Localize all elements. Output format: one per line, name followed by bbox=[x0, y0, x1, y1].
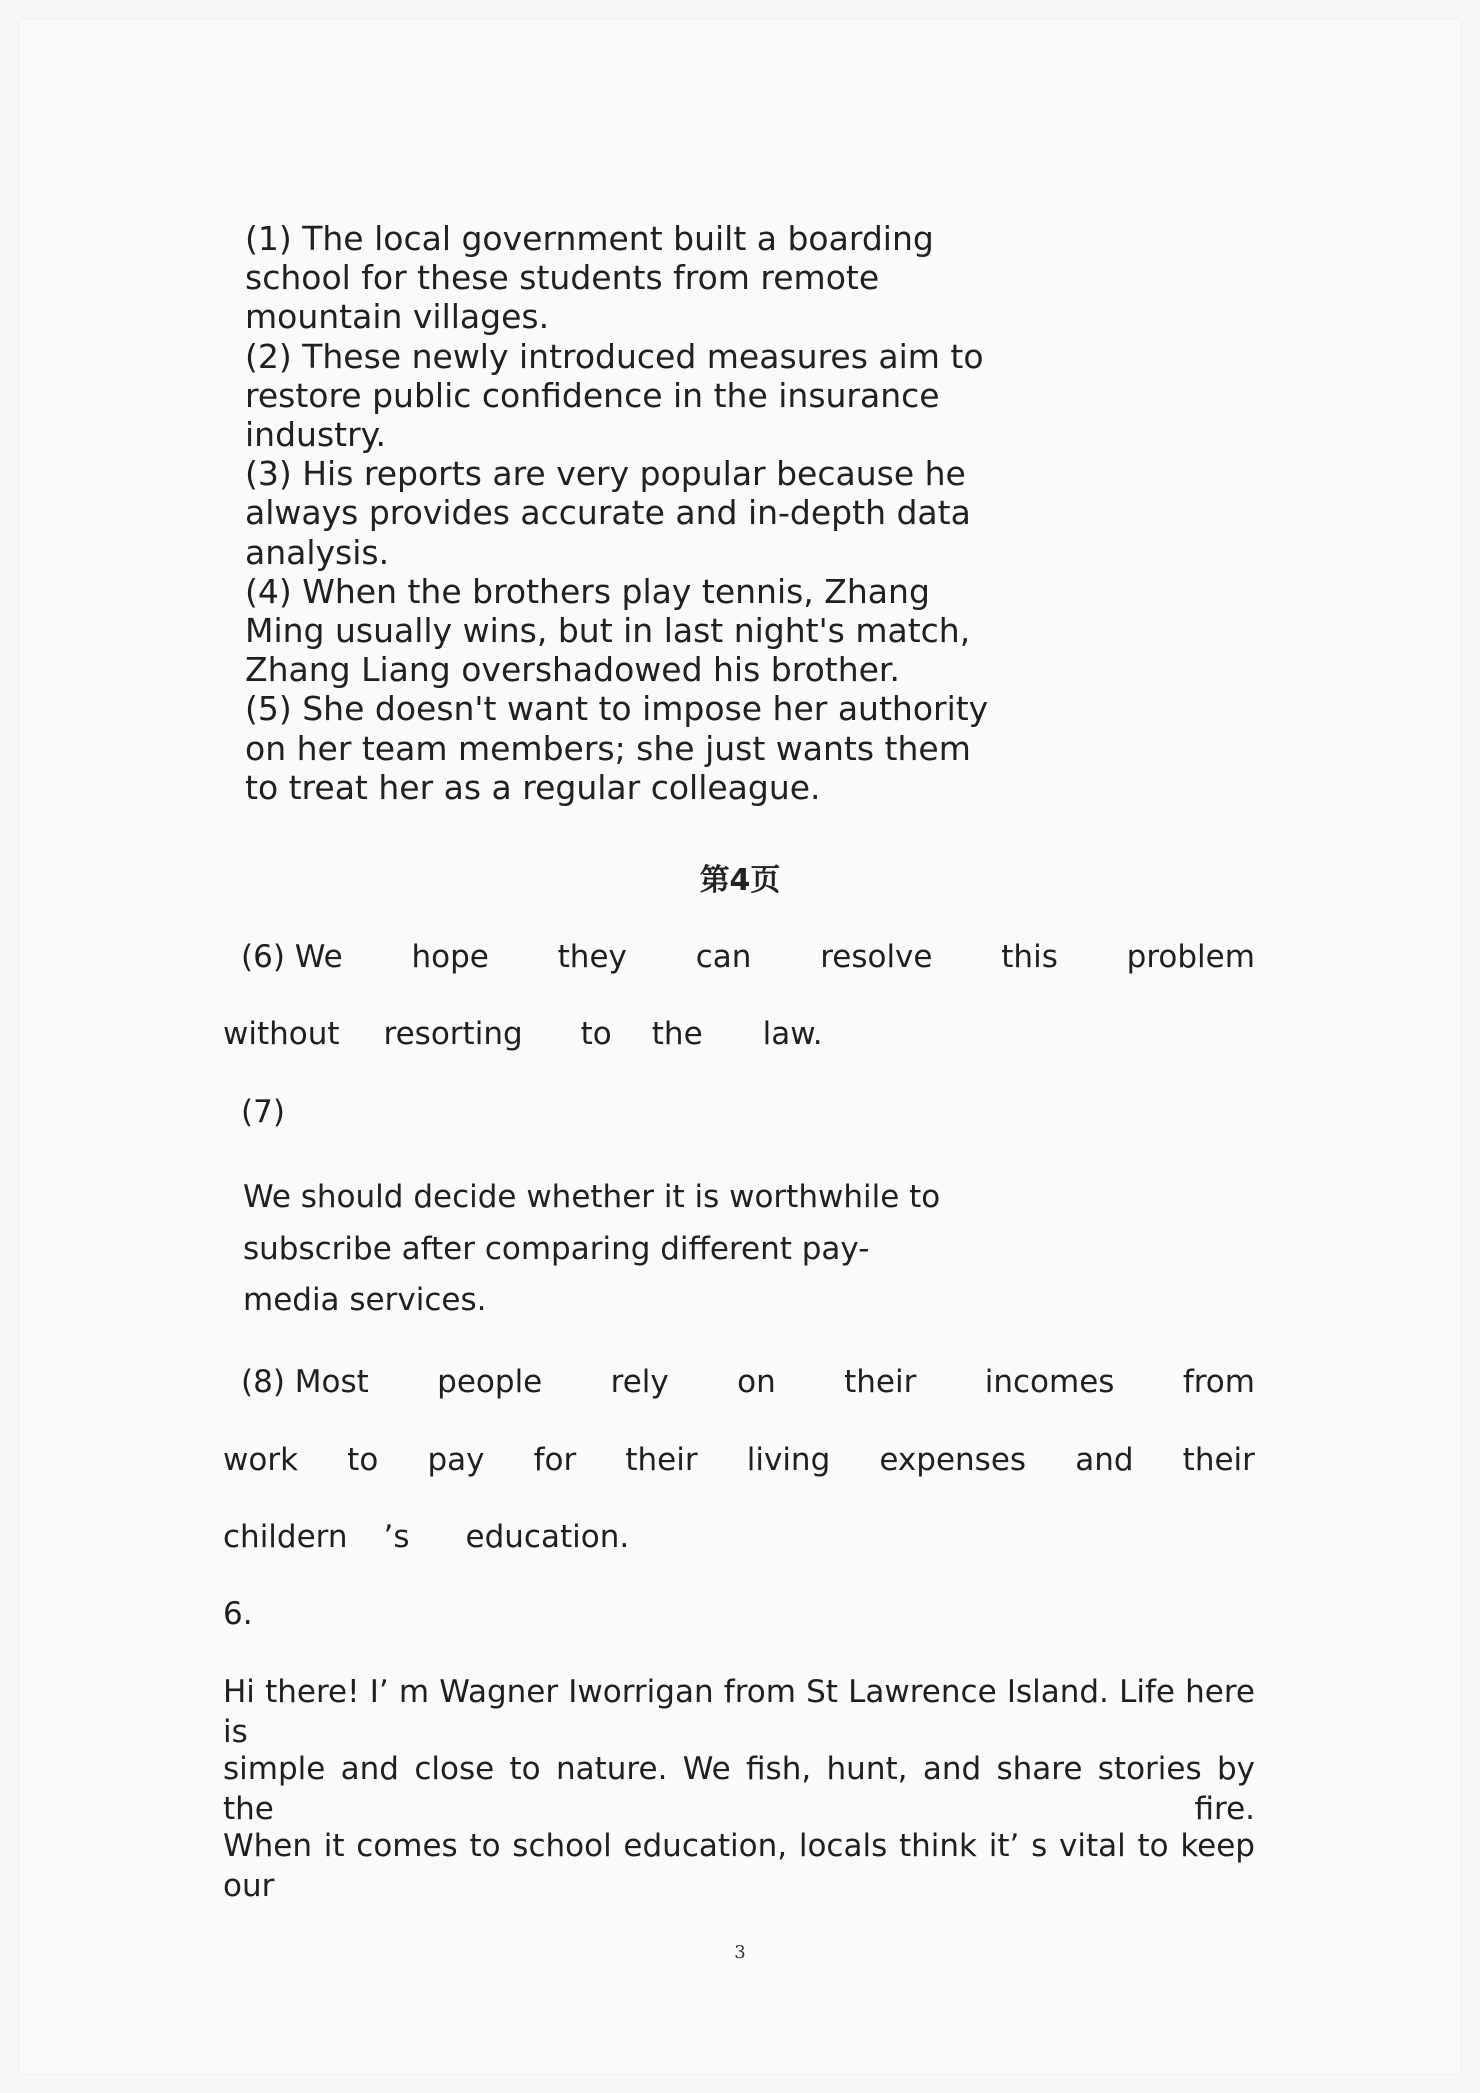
word: (8) Most bbox=[241, 1364, 369, 1400]
word: childern bbox=[223, 1519, 348, 1555]
text-line: We should decide whether it is worthwhile to bbox=[243, 1179, 941, 1215]
item-8-line-3 bbox=[223, 1517, 629, 1557]
text-line: (2) These newly introduced measures aim to bbox=[245, 336, 984, 376]
word: living bbox=[746, 1442, 831, 1478]
word: without bbox=[223, 1016, 340, 1052]
section-6-line-2: simple and close to nature. We fish, hunt, and share stories by the fire. bbox=[223, 1751, 1255, 1827]
word: resolve bbox=[820, 939, 933, 975]
word: their bbox=[625, 1442, 698, 1478]
text-line: Zhang Liang overshadowed his brother. bbox=[245, 650, 900, 690]
section-6-line-3: When it comes to school education, locals think it’ s vital to keep our bbox=[223, 1828, 1255, 1904]
word: the bbox=[651, 1016, 703, 1052]
word: problem bbox=[1126, 939, 1255, 975]
word: pay bbox=[427, 1442, 485, 1478]
word: incomes bbox=[984, 1364, 1115, 1400]
item-7-label: (7) bbox=[241, 1094, 285, 1130]
item-6-line-2 bbox=[223, 1014, 823, 1054]
section-6-line-1: Hi there! I’ m Wagner Iworrigan from St Lawrence Island. Life here is bbox=[223, 1674, 1255, 1750]
page-marker-heading: 第4页 bbox=[699, 863, 781, 898]
text-line: industry. bbox=[245, 415, 386, 455]
text-line: analysis. bbox=[245, 532, 390, 572]
text-line: subscribe after comparing different pay- bbox=[243, 1230, 870, 1267]
word: they bbox=[557, 939, 627, 975]
word: resorting bbox=[383, 1016, 523, 1052]
word: hope bbox=[411, 939, 489, 975]
word: and bbox=[1075, 1442, 1134, 1478]
word: expenses bbox=[879, 1442, 1027, 1478]
text-line: Ming usually wins, but in last night's match, bbox=[245, 611, 971, 651]
item-8-line-2 bbox=[223, 1440, 1255, 1480]
text-line: on her team members; she just wants them bbox=[245, 728, 971, 768]
word: ’s bbox=[383, 1519, 410, 1555]
item-7-text bbox=[243, 1172, 963, 1327]
text-line: (4) When the brothers play tennis, Zhang bbox=[245, 571, 930, 611]
word: from bbox=[1182, 1364, 1255, 1400]
text-line: always provides accurate and in-depth data bbox=[245, 493, 971, 533]
word: their bbox=[844, 1364, 917, 1400]
item-6-line-1 bbox=[223, 937, 1255, 977]
page-number: 3 bbox=[734, 1942, 746, 1963]
text-line: (5) She doesn't want to impose her authority bbox=[245, 689, 989, 729]
word: law. bbox=[762, 1016, 823, 1052]
word: (6) We bbox=[241, 939, 343, 975]
word: work bbox=[223, 1442, 299, 1478]
word: on bbox=[737, 1364, 776, 1400]
text-line: (3) His reports are very popular because he bbox=[245, 454, 966, 494]
word: to bbox=[580, 1016, 612, 1052]
text-line: mountain villages. bbox=[245, 297, 550, 337]
word: for bbox=[533, 1442, 577, 1478]
word: to bbox=[347, 1442, 379, 1478]
section-6-number: 6. bbox=[223, 1596, 253, 1632]
answer-block-1-5 bbox=[245, 219, 989, 807]
word: people bbox=[437, 1364, 543, 1400]
word: this bbox=[1001, 939, 1058, 975]
item-8-line-1 bbox=[223, 1362, 1255, 1402]
word: their bbox=[1182, 1442, 1255, 1478]
text-line: media services. bbox=[243, 1282, 487, 1318]
word: can bbox=[695, 939, 752, 975]
text-line: school for these students from remote bbox=[245, 258, 880, 298]
text-line: (1) The local government built a boarding bbox=[245, 219, 934, 258]
word: rely bbox=[610, 1364, 669, 1400]
text-line: to treat her as a regular colleague. bbox=[245, 767, 821, 807]
text-line: restore public confidence in the insurance bbox=[245, 375, 940, 415]
word: education. bbox=[465, 1519, 630, 1555]
